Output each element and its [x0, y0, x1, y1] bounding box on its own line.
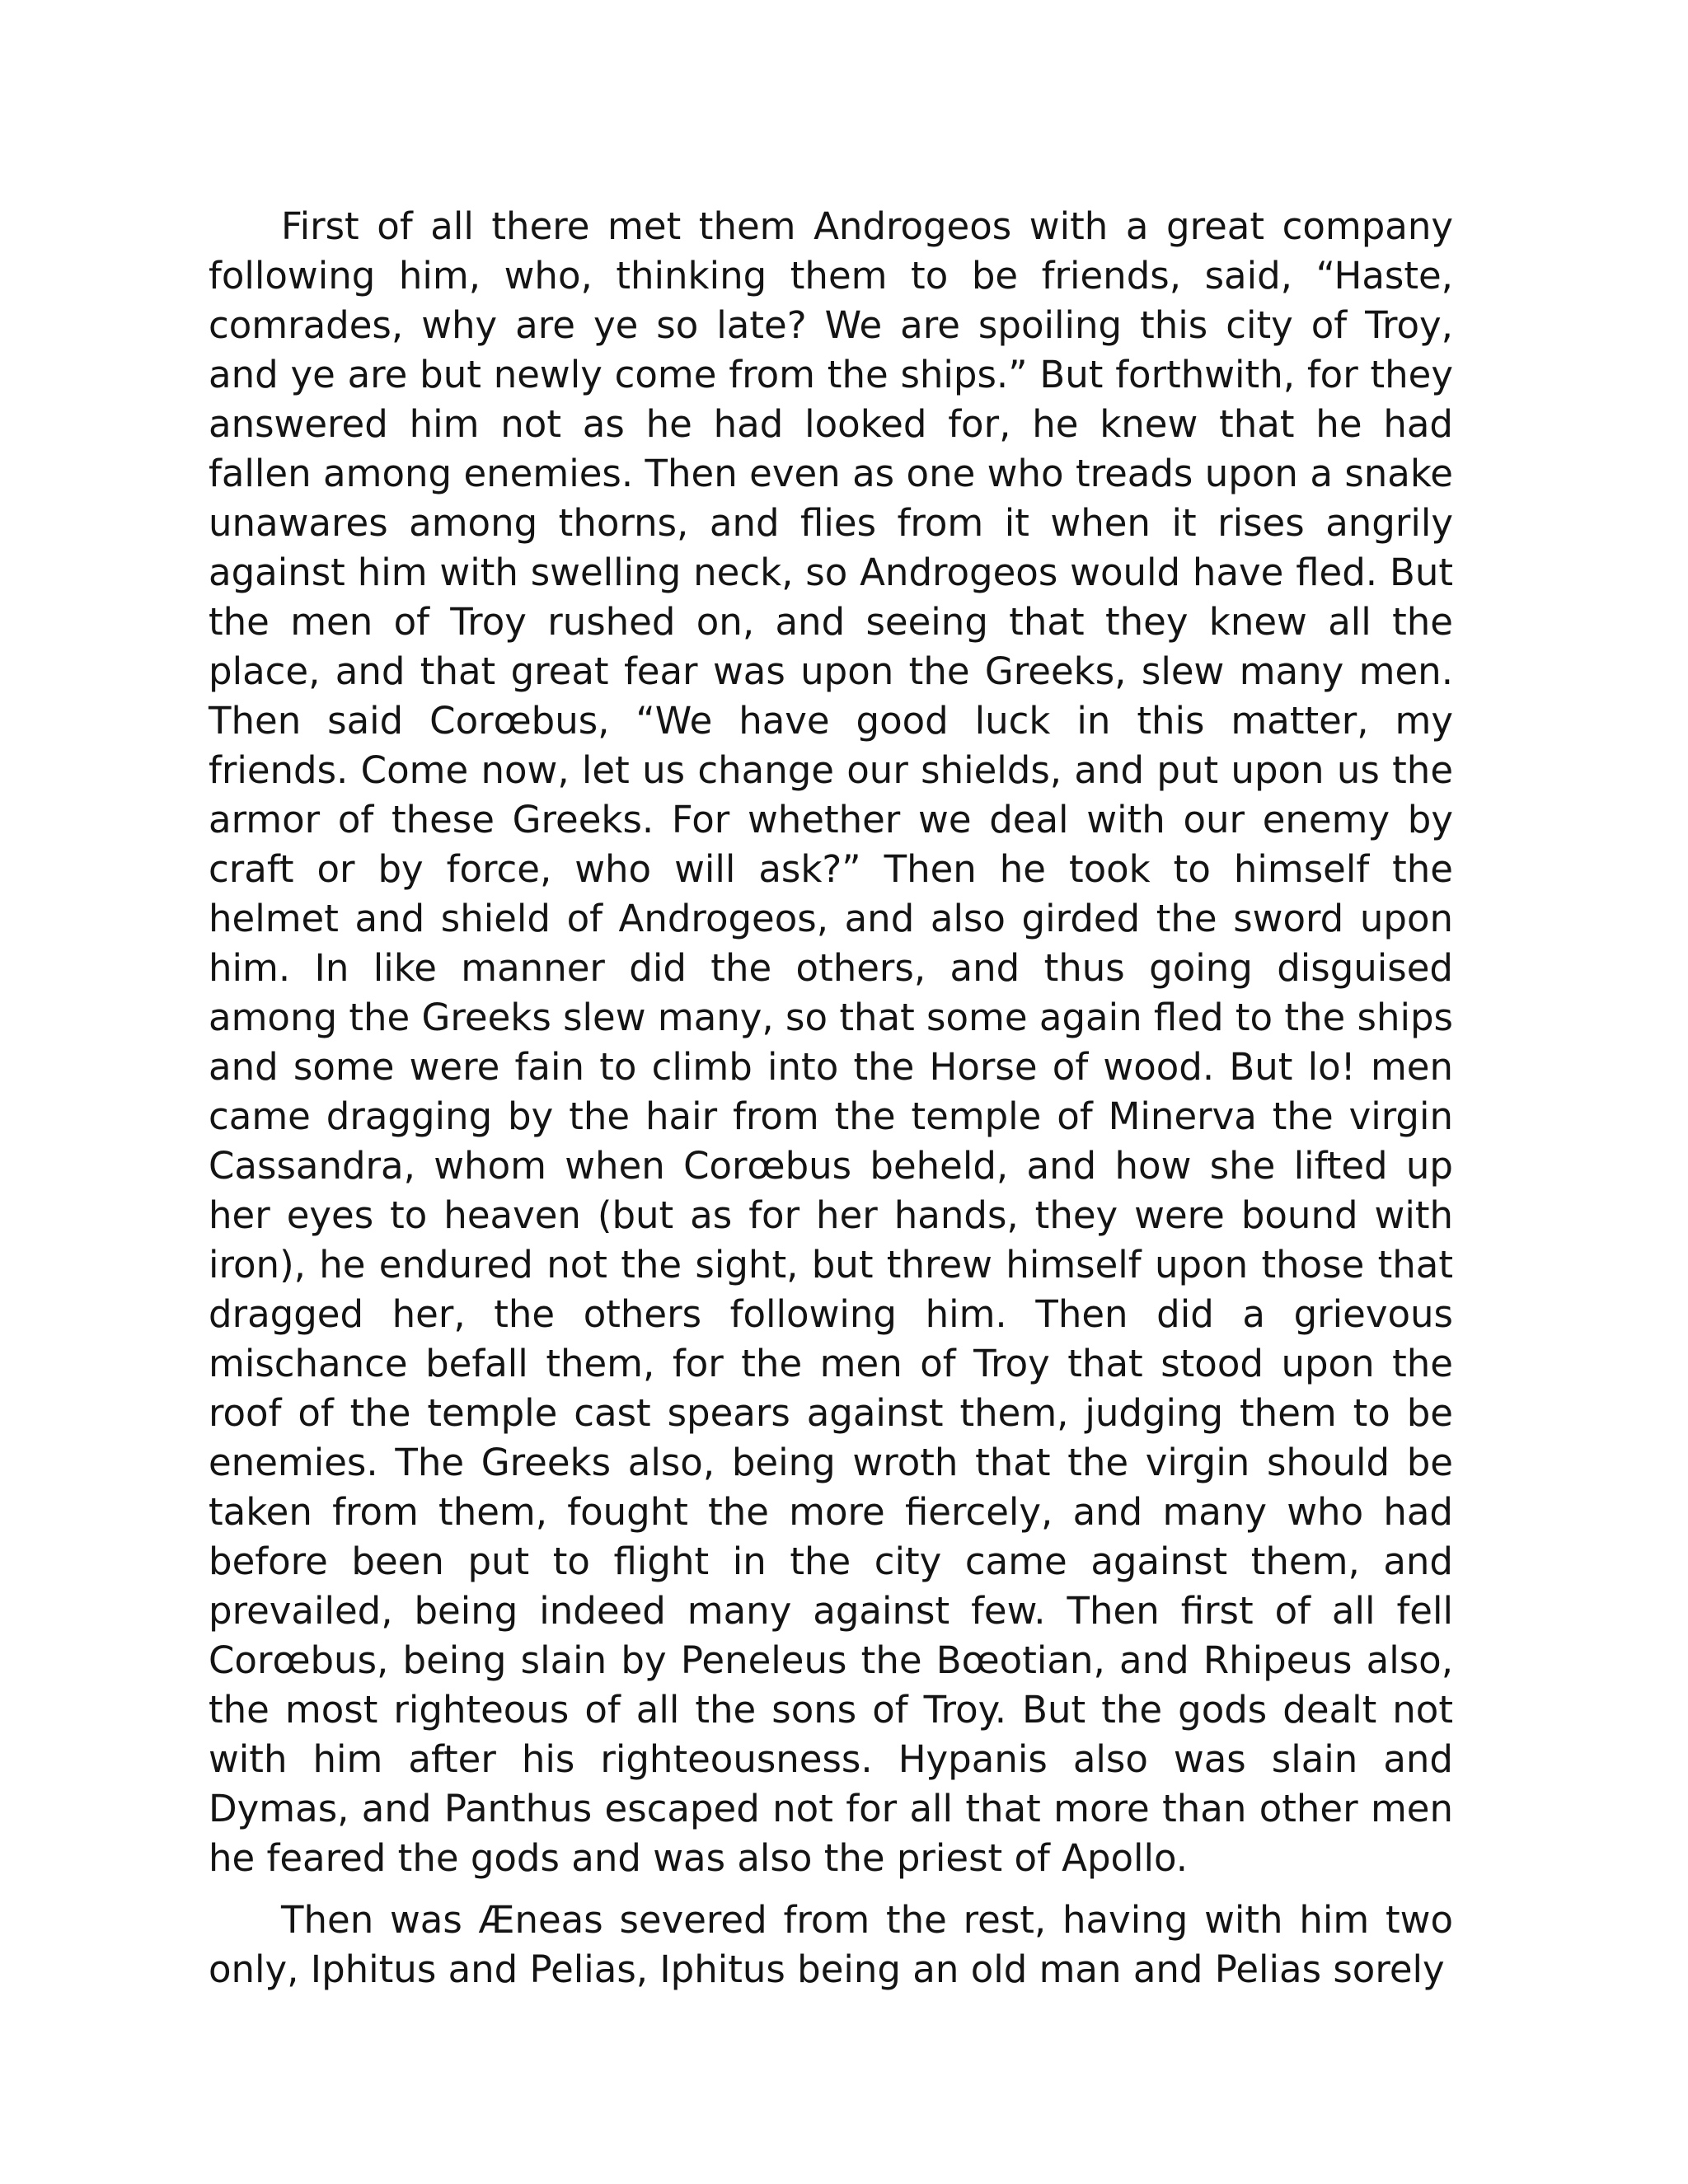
paragraph-androgeos: First of all there met them Androgeos with a great company following him, who, thinking them to be friends, said, “Haste, comrades, why are ye so late? We are spoiling this city of Troy, and ye are but newly come from the ships.” But forthwith, for they answered him not as he had looked for, he knew that he had fallen among enemies. Then even as one who treads upon a snake unawares among thorns, and flies from it when it rises angrily against him with swelling neck, so Androgeos would have fled. But the men of Troy rushed on, and seeing that they knew all the place, and that great fear was upon the Greeks, slew many men. Then said Corœbus, “We have good luck in this matter, my friends. Come now, let us change our shields, and put upon us the armor of these Greeks. For whether we deal with our enemy by craft or by force, who will ask?” Then he took to himself the helmet and shield of Androgeos, and also girded the sword upon him. In like manner did the others, and thus going disguised among the Greeks slew many, so that some again fled to the ships and some were fain to climb into the Horse of wood. But lo! men came dragging by the hair from the temple of Minerva the virgin Cassandra, whom when Corœbus beheld, and how she lifted up her eyes to heaven (but as for her hands, they were bound with iron), he endured not the sight, but threw himself upon those that dragged her, the others following him. Then did a grievous mischance befall them, for the men of Troy that stood upon the roof of the temple cast spears against them, judging them to be enemies. The Greeks also, being wroth that the virgin should be taken from them, fought the more fiercely, and many who had before been put to flight in the city came against them, and prevailed, being indeed many against few. Then first of all fell Corœbus, being slain by Peneleus the Bœotian, and Rhipeus also, the most righteous of all the sons of Troy. But the gods dealt not with him after his righteousness. Hypanis also was slain and Dymas, and Panthus escaped not for all that more than other men he feared the gods and was also the priest of Apollo. — [209, 204, 1453, 1880]
body-text — [209, 202, 1453, 1994]
paragraph-aeneas-severed: Then was Æneas severed from the rest, having with him two only, Iphitus and Pelias, Iphitus being an old man and Pelias sorely — [209, 1898, 1453, 1991]
